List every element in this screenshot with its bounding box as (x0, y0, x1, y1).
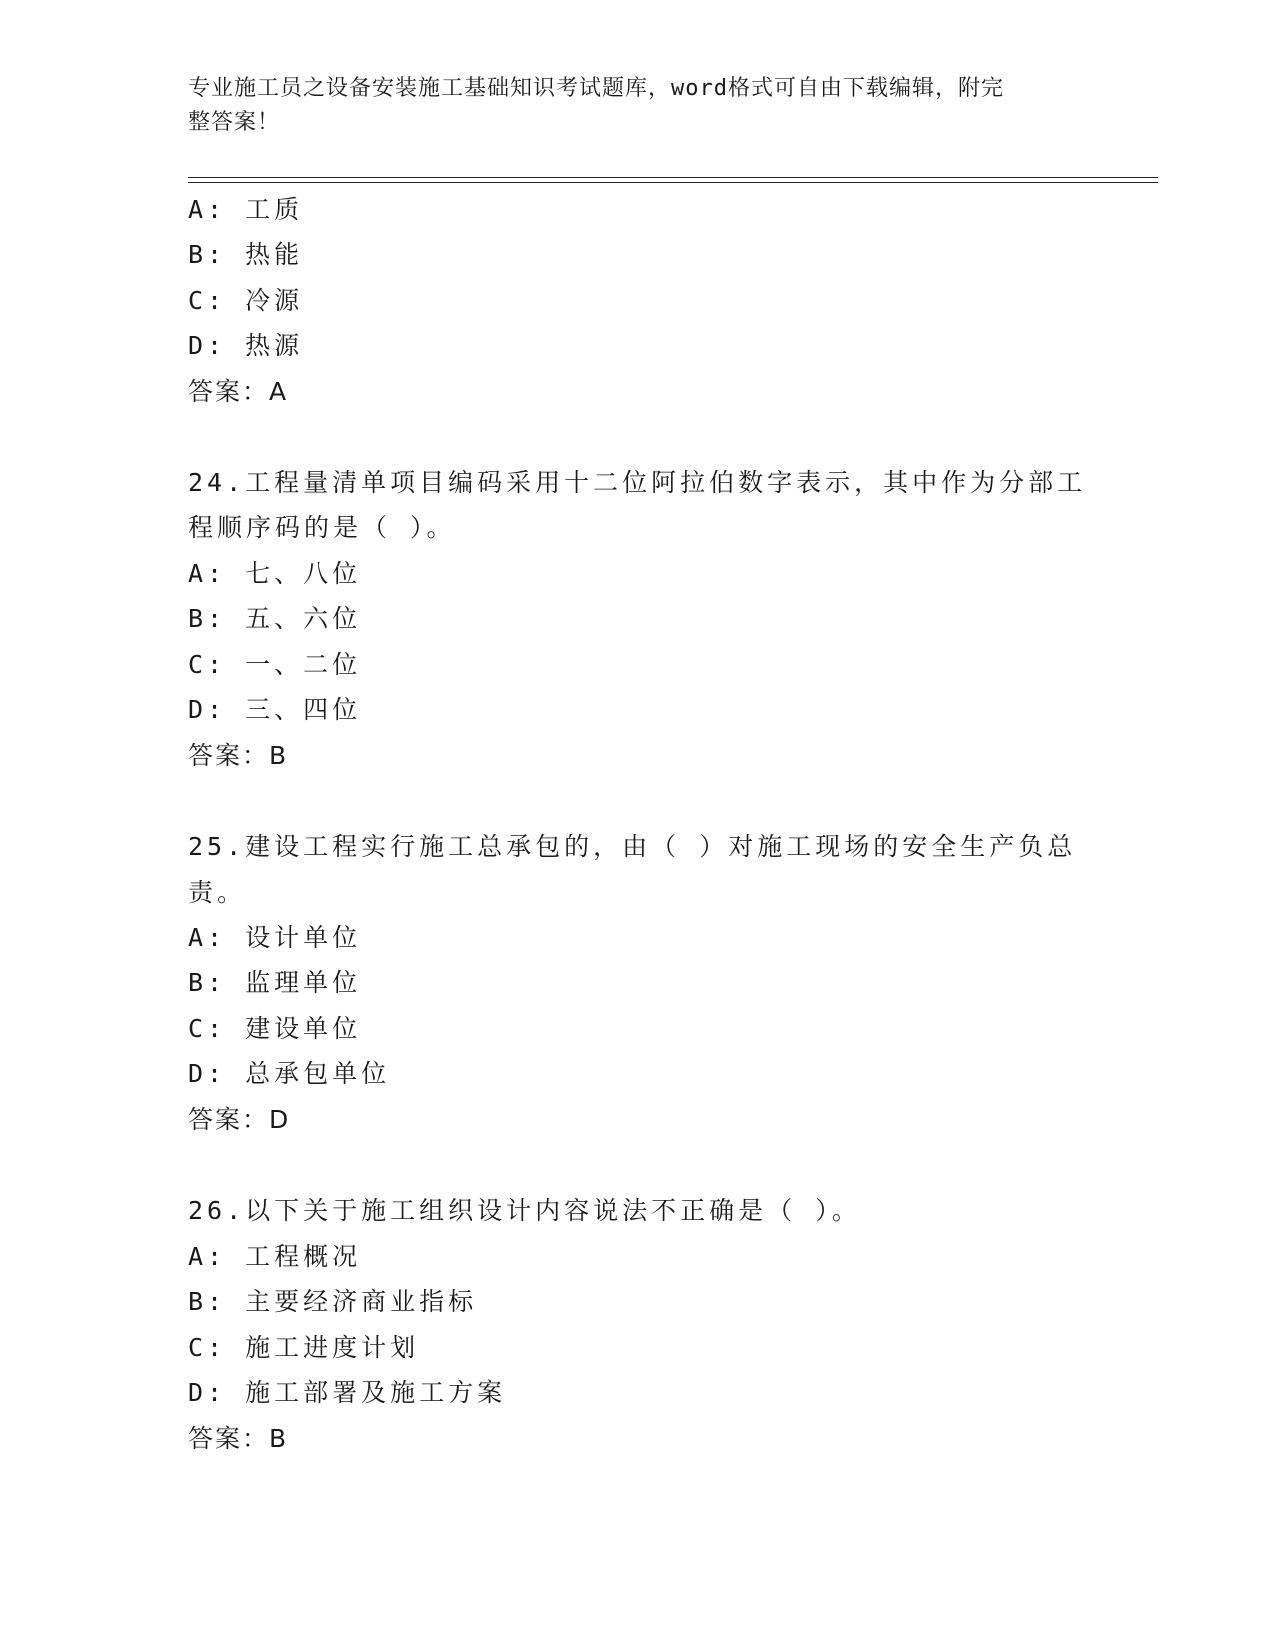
q23-option-a: A: 工质 (188, 195, 304, 224)
q25-option-d: D: 总承包单位 (188, 1059, 391, 1088)
q24-option-d: D: 三、四位 (188, 695, 362, 724)
q26-answer: 答案：B (188, 1424, 289, 1453)
q24-option-c: C: 一、二位 (188, 650, 362, 679)
q23-option-d: D: 热源 (188, 331, 304, 360)
q24-question-line-2: 程顺序码的是（ ）。 (188, 513, 456, 542)
q26-option-a: A: 工程概况 (188, 1242, 362, 1271)
header-divider-top (188, 177, 1158, 178)
q26-option-d: D: 施工部署及施工方案 (188, 1378, 507, 1407)
q23-answer: 答案：A (188, 377, 289, 406)
header-line-2: 整答案！ (188, 110, 281, 135)
q26-question-line-1: 26.以下关于施工组织设计内容说法不正确是（ ）。 (188, 1196, 861, 1225)
q25-option-c: C: 建设单位 (188, 1014, 362, 1043)
header-line-1: 专业施工员之设备安装施工基础知识考试题库，word格式可自由下载编辑，附完 (188, 76, 1004, 101)
document-header (188, 72, 1068, 140)
q23-option-c: C: 冷源 (188, 286, 304, 315)
q25-question-line-1: 25.建设工程实行施工总承包的，由（ ）对施工现场的安全生产负总 (188, 832, 1077, 861)
q24-option-b: B: 五、六位 (188, 604, 362, 633)
q25-option-b: B: 监理单位 (188, 968, 362, 997)
q24-option-a: A: 七、八位 (188, 559, 362, 588)
q26-option-c: C: 施工进度计划 (188, 1333, 420, 1362)
q24-question-line-1: 24.工程量清单项目编码采用十二位阿拉伯数字表示，其中作为分部工 (188, 468, 1087, 497)
q25-question-line-2: 责。 (188, 878, 247, 907)
q23-option-b: B: 热能 (188, 240, 304, 269)
q26-option-b: B: 主要经济商业指标 (188, 1287, 478, 1316)
q24-answer: 答案：B (188, 741, 289, 770)
q25-option-a: A: 设计单位 (188, 923, 362, 952)
q25-answer: 答案：D (188, 1105, 291, 1134)
header-divider-bottom (188, 182, 1158, 183)
